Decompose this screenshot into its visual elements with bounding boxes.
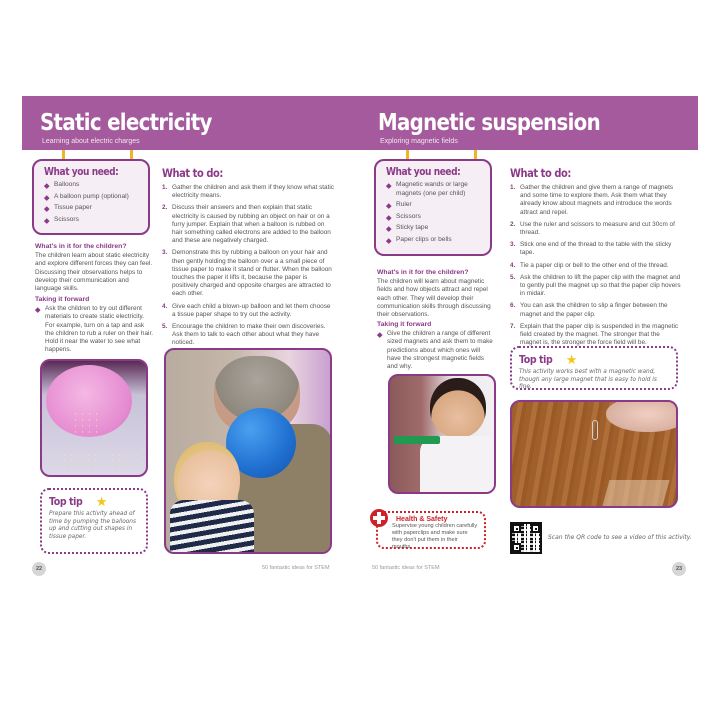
step-item: 4. Tie a paper clip or bell to the other end of the thread.	[510, 261, 669, 269]
qr-code[interactable]	[510, 522, 542, 554]
tab-decoration	[406, 150, 409, 159]
step-item: 6. You can ask the children to slip a finger between the magnet and the paper clip.	[510, 302, 668, 318]
top-tip-box	[510, 346, 678, 390]
paper-clip-on-thread-photo	[510, 400, 678, 508]
need-item: Balloons	[44, 181, 140, 190]
girl-shirt	[420, 436, 496, 494]
whats-in-it-text: The children will learn about magnetic fields and how objects attract and repel each other. They will develop their communication skills through discussing their observations.	[377, 278, 491, 319]
whats-in-it-heading: What's in it for the children?	[35, 243, 127, 250]
need-item: A balloon pump (optional)	[44, 193, 140, 202]
page-number: 23	[672, 562, 686, 576]
step-item: 2. Discuss their answers and then explain that static electricity is caused by rubbing an object on hair or on a furry jumper. Explain that when a balloon is rubbed on hair something called electrons are added to the balloon and these are negatively charged.	[162, 204, 331, 245]
what-to-do-section	[510, 166, 682, 351]
page-subtitle: Learning about electric charges	[42, 138, 140, 145]
what-to-do-heading: What to do:	[162, 166, 223, 180]
steps-list	[162, 184, 334, 348]
tab-decoration	[62, 150, 65, 159]
tab-decoration	[474, 150, 477, 159]
title-banner	[22, 96, 360, 150]
top-tip-heading: Top tip	[49, 495, 83, 508]
hand	[606, 402, 676, 432]
book-spread	[22, 96, 698, 584]
star-icon: ★	[565, 352, 578, 367]
taking-forward-item: Ask the children to try out different materials to create static electricity. For example, turn on a tap and ask the children to rub a ruler on their hair. Hold it near the water to see what happens.	[35, 305, 153, 355]
tab-decoration	[130, 150, 133, 159]
whats-in-it-section	[377, 269, 495, 319]
page-title: Magnetic suspension	[378, 110, 600, 136]
need-item: Sticky tape	[386, 224, 482, 233]
man-and-child-with-blue-balloon-photo	[164, 348, 332, 554]
star-icon: ★	[95, 494, 108, 509]
taking-forward-item: Give the children a range of different sized magnets and ask them to make predictions about which ones will have the strongest magnetic fields and why.	[377, 330, 495, 371]
what-to-do-heading: What to do:	[510, 166, 571, 180]
top-tip-text: Prepare this activity ahead of time by pumping the balloons up and cutting out shapes in tissue paper.	[49, 511, 136, 540]
right-page	[360, 96, 698, 584]
need-item: Scissors	[44, 216, 140, 225]
step-item: 2. Use the ruler and scissors to measure and cut 30cm of thread.	[510, 220, 675, 237]
what-you-need-box	[374, 159, 492, 256]
top-tip-box	[40, 488, 148, 554]
page-subtitle: Exploring magnetic fields	[380, 138, 458, 145]
whats-in-it-text: The children learn about static electricity and explore different forces they can feel. Discussing their observations helps to develop their communication and language skills.	[35, 252, 153, 293]
step-item: 7. Explain that the paper clip is suspended in the magnetic field created by the magnet. The stronger that the magnet is, the stronger the force field will be.	[510, 322, 679, 347]
need-item: Scissors	[386, 213, 482, 222]
top-tip-text: This activity works best with a magnetic wand, though any large magnet that is easy to hold is fine.	[519, 369, 657, 391]
need-item: Paper clips or bells	[386, 236, 482, 245]
step-item: 3. Stick one end of the thread to the table with the sticky tape.	[510, 241, 672, 257]
tissue-paper-bits	[50, 453, 140, 469]
paper-clip	[592, 420, 598, 440]
footer-text: 50 fantastic ideas for STEM	[262, 565, 330, 571]
left-page	[22, 96, 360, 584]
footer-text: 50 fantastic ideas for STEM	[372, 565, 440, 571]
qr-caption: Scan the QR code to see a video of this activity.	[548, 534, 692, 541]
health-safety-text: Supervise young children carefully with paperclips and make sure they don't put them in their mouths.	[392, 523, 478, 550]
what-to-do-section	[162, 166, 334, 352]
sticky-tape	[603, 480, 670, 506]
girl-with-green-magnet-photo	[388, 374, 496, 494]
title-banner	[360, 96, 698, 150]
need-list	[386, 181, 482, 245]
taking-forward-heading: Taking it forward	[35, 296, 90, 303]
taking-forward-heading: Taking it forward	[377, 321, 432, 328]
taking-forward-section	[377, 321, 495, 371]
step-item: 1. Gather the children and ask them if they know what static electricity means.	[162, 184, 334, 200]
what-you-need-heading: What you need:	[386, 166, 461, 178]
girl-head	[430, 378, 486, 438]
health-safety-box	[370, 509, 486, 549]
green-magnet	[394, 436, 440, 444]
tissue-paper-bits	[72, 411, 102, 433]
step-item: 5. Encourage the children to make their own discoveries. Ask them to talk to each other about what they have noticed.	[162, 323, 326, 347]
step-item: 5. Ask the children to lift the paper clip with the magnet and to gently pull the magnet up so that the paper clip hovers in midair.	[510, 273, 681, 298]
page-number: 22	[32, 562, 46, 576]
whats-in-it-section	[35, 243, 153, 293]
need-item: Ruler	[386, 201, 482, 210]
child-striped-top	[170, 500, 254, 554]
steps-list	[510, 184, 682, 347]
whats-in-it-heading: What's in it for the children?	[377, 269, 469, 276]
step-item: 4. Give each child a blown-up balloon and let them choose a tissue paper shape to try out the activity.	[162, 302, 331, 318]
top-tip-heading: Top tip	[519, 353, 553, 366]
what-you-need-box	[32, 159, 150, 235]
need-list	[44, 181, 140, 224]
what-you-need-heading: What you need:	[44, 166, 119, 178]
pink-balloon-with-tissue-paper-photo	[40, 359, 148, 477]
first-aid-cross-icon	[370, 509, 388, 527]
need-item: Tissue paper	[44, 204, 140, 213]
page-title: Static electricity	[40, 110, 212, 136]
health-safety-heading: Health & Safety	[396, 516, 448, 523]
step-item: 3. Demonstrate this by rubbing a balloon on your hair and then gently holding the balloon over a a small piece of tissue paper to make it stand or flutter. When the balloon touches the paper it lifts it, because the paper is positively charged and opposite charges are attracted to each other.	[162, 249, 332, 298]
step-item: 1. Gather the children and give them a range of magnets and some time to explore them. Ask them what they already know about magnets and introduce the words attract and repel.	[510, 184, 674, 216]
need-item: Magnetic wands or large magnets (one per child)	[386, 181, 482, 198]
taking-forward-section	[35, 296, 153, 355]
